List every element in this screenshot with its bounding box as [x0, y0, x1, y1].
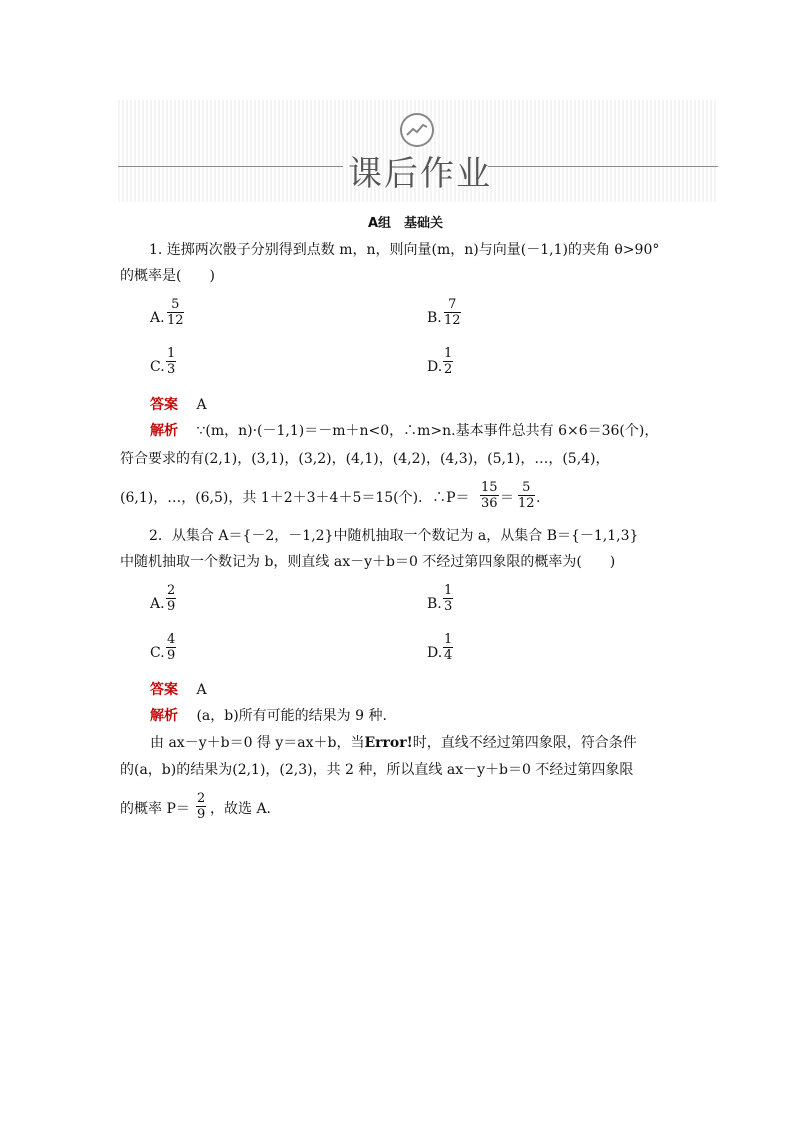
numerator: 1 — [167, 346, 176, 361]
denominator: 36 — [481, 496, 498, 511]
analysis-label: 解析 — [150, 423, 178, 439]
denominator: 9 — [197, 807, 206, 822]
q1-analysis-line3: (6,1)，…，(6,5)，共 1＋2＋3＋4＋5＝15(个)．∴P＝ — [120, 490, 470, 506]
section-title: A组 基础关 — [368, 216, 444, 231]
option-label: D. — [427, 359, 443, 375]
option-label: A. — [150, 310, 165, 326]
analysis-text: 时，直线不经过第四象限，符合条件 — [412, 735, 637, 751]
denominator: 2 — [444, 362, 453, 377]
q1-stem-line1: 1. 连掷两次骰子分别得到点数 m，n，则向量(m，n)与向量(－1,1)的夹角 θ>90° — [149, 242, 660, 258]
denominator: 12 — [444, 313, 461, 328]
q2-stem-line1: 2．从集合 A＝{－2，－1,2}中随机抽取一个数记为 a，从集合 B＝{－1,1,3} — [149, 528, 639, 544]
q2-fraction-2-9 — [196, 791, 206, 822]
numerator: 2 — [167, 583, 176, 598]
option-label: A. — [150, 596, 165, 612]
analysis-text: ∵(m，n)·(－1,1)＝－m＋n<0，∴m>n.基本事件总共有 6×6＝36(个)， — [196, 423, 659, 439]
answer-value: A — [196, 397, 207, 413]
analysis-label: 解析 — [150, 708, 178, 724]
option-label: C. — [150, 645, 165, 661]
numerator: 15 — [481, 480, 498, 495]
header-rule-left — [118, 166, 343, 167]
option-fraction — [444, 297, 461, 328]
numerator: 4 — [167, 632, 176, 647]
q2-analysis-line2 — [150, 733, 637, 753]
q1-period: . — [536, 490, 541, 506]
answer-label: 答案 — [150, 682, 178, 698]
option-fraction — [443, 583, 453, 614]
denominator: 9 — [167, 599, 176, 614]
denominator: 12 — [518, 496, 535, 511]
numerator: 1 — [444, 583, 453, 598]
option-fraction — [167, 297, 184, 328]
q2-conclusion: ，故选 A. — [210, 801, 272, 817]
q1-answer — [150, 395, 207, 415]
option-fraction — [166, 346, 176, 377]
q2-analysis-line4: 的概率 P＝ — [120, 801, 190, 817]
q1-stem-line2: 的概率是( ) — [120, 268, 215, 284]
q1-equals: ＝ — [500, 490, 514, 506]
numerator: 1 — [444, 632, 453, 647]
q1-fraction-15-36 — [480, 480, 499, 511]
denominator: 4 — [444, 648, 453, 663]
denominator: 3 — [444, 599, 453, 614]
numerator: 5 — [167, 297, 184, 313]
q1-fraction-5-12 — [518, 480, 535, 511]
answer-label: 答案 — [150, 397, 178, 413]
numerator: 2 — [197, 791, 206, 806]
numerator: 1 — [444, 346, 453, 361]
option-label: B. — [427, 310, 442, 326]
header-rule-right — [488, 166, 718, 167]
q2-analysis-line3: 的(a，b)的结果为(2,1)，(2,3)，共 2 种，所以直线 ax－y＋b＝0 不经过第四象限 — [120, 762, 634, 778]
q2-analysis-line1 — [150, 706, 387, 726]
error-text: Error! — [364, 735, 413, 751]
option-label: D. — [427, 645, 443, 661]
q2-answer — [150, 680, 207, 700]
q1-analysis-line2: 符合要求的有(2,1)，(3,1)，(3,2)，(4,1)，(4,2)，(4,3)，(5,1)，…，(5,4)， — [120, 451, 610, 467]
denominator: 3 — [167, 362, 176, 377]
q2-stem-line2: 中随机抽取一个数记为 b，则直线 ax－y＋b＝0 不经过第四象限的概率为( ) — [120, 554, 616, 570]
option-fraction — [166, 632, 176, 663]
option-label: B. — [427, 596, 442, 612]
q1-analysis-line1 — [150, 421, 658, 441]
denominator: 12 — [167, 313, 184, 328]
header-logo-icon — [400, 113, 434, 147]
option-fraction — [443, 632, 453, 663]
option-label: C. — [150, 359, 165, 375]
numerator: 5 — [518, 480, 535, 496]
page-title: 课后作业 — [348, 154, 492, 194]
denominator: 9 — [167, 648, 176, 663]
analysis-text: (a，b)所有可能的结果为 9 种. — [196, 708, 387, 724]
option-fraction — [166, 583, 176, 614]
answer-value: A — [196, 682, 207, 698]
analysis-text: 由 ax－y＋b＝0 得 y＝ax＋b，当 — [150, 735, 365, 751]
option-fraction — [443, 346, 453, 377]
numerator: 7 — [444, 297, 461, 313]
